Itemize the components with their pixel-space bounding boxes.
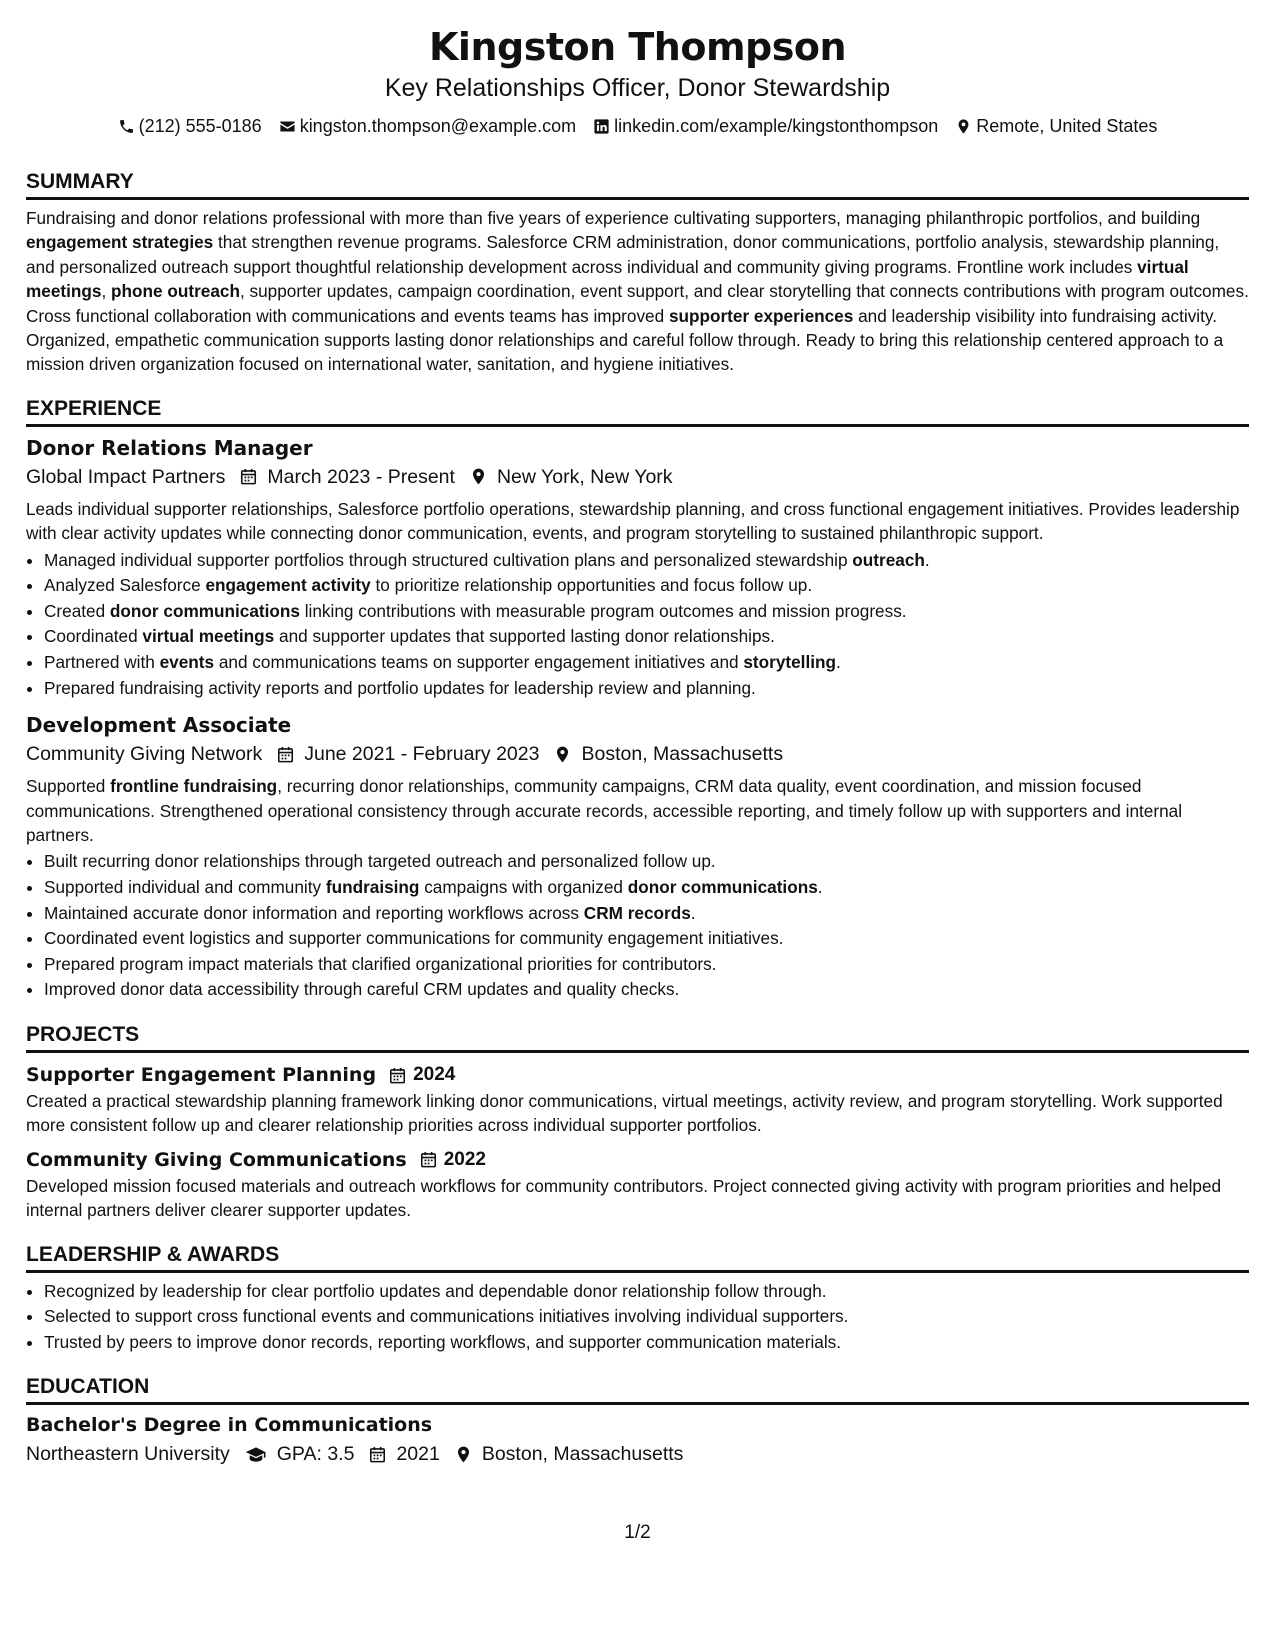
- emphasis-text: virtual meetings: [142, 626, 275, 647]
- project-header: [26, 1061, 1249, 1089]
- list-item: [44, 901, 1249, 927]
- list-item: • Selected to support cross functional events and communications initiatives involving individual supporters.: [44, 1304, 1249, 1330]
- job-title: Donor Relations Manager: [26, 435, 313, 460]
- text-segment: Coordinated: [44, 626, 143, 647]
- page-number: 1/2: [624, 1522, 651, 1543]
- list-item: [44, 977, 1249, 1003]
- project-date: [419, 1146, 486, 1174]
- job-location: [553, 739, 783, 769]
- list-item: [44, 599, 1249, 625]
- school: [26, 1439, 230, 1469]
- list-item: [44, 875, 1249, 901]
- summary-text: [26, 206, 1249, 377]
- contact-location: [955, 114, 1157, 138]
- text-segment: to prioritize relationship opportunities and focus follow up.: [370, 575, 813, 596]
- list-item: [44, 624, 1249, 650]
- text-segment: and supporter updates that supported lasting donor relationships.: [274, 626, 775, 647]
- email-text: kingston.thompson@example.com: [299, 116, 577, 136]
- linkedin-icon: [593, 118, 610, 135]
- emphasis-text: events: [159, 652, 215, 673]
- phone-text: (212) 555-0186: [138, 116, 262, 136]
- phone-icon: [118, 118, 135, 135]
- project-entry: [26, 1061, 1249, 1138]
- list-item: [44, 952, 1249, 978]
- list-item: [44, 676, 1249, 702]
- emphasis-text: engagement strategies: [26, 232, 214, 253]
- location-pin-icon: [454, 1445, 473, 1464]
- emphasis-text: donor communications: [109, 600, 300, 621]
- project-year: 2022: [443, 1148, 486, 1170]
- text-segment: .: [924, 549, 930, 570]
- resume-page: [26, 0, 1249, 1469]
- contact-linkedin[interactable]: [593, 114, 938, 138]
- location-text: Boston, Massachusetts: [581, 743, 784, 766]
- list-item: • Trusted by peers to improve donor records, reporting workflows, and supporter communication materials.: [44, 1330, 1249, 1356]
- job-entry: [26, 711, 1249, 1003]
- company-name: Community Giving Network: [26, 743, 263, 766]
- job-entry: [26, 434, 1249, 701]
- text-segment: that strengthen revenue programs. Salesforce CRM administration, donor communications, portfolio analysis, stewardship planning, and personalized outreach support thoughtful relationship development across individual and community giving programs. Frontline work includes: [26, 232, 1220, 277]
- education-heading: EDUCATION: [26, 1373, 1249, 1405]
- gpa: [244, 1439, 355, 1469]
- education-year: [368, 1439, 439, 1469]
- summary-heading: SUMMARY: [26, 168, 1249, 200]
- calendar-icon: [388, 1066, 407, 1085]
- location-pin-icon: [469, 467, 488, 486]
- school-name: Northeastern University: [26, 1443, 230, 1466]
- candidate-title: Key Relationships Officer, Donor Stewardship: [384, 74, 891, 102]
- job-meta: [26, 462, 1249, 492]
- text-segment: Leads individual supporter relationships, Salesforce portfolio operations, stewardship planning, and cross functional engagement initiatives. Provides leadership with clear activity updates while connecting donor communication, events, and program storytelling to sustained philanthropic support.: [26, 498, 1240, 544]
- project-name: Supporter Engagement Planning: [26, 1064, 377, 1086]
- emphasis-text: frontline fundraising: [110, 776, 278, 797]
- text-segment: campaigns with organized: [419, 877, 628, 898]
- text-segment: Supported individual and community: [44, 877, 326, 898]
- project-header: [26, 1146, 1249, 1174]
- text-segment: Coordinated event logistics and supporter communications for community engagement initiatives.: [44, 928, 784, 949]
- degree-name: Bachelor's Degree in Communications: [26, 1414, 433, 1437]
- text-segment: Managed individual supporter portfolios through structured cultivation plans and personalized stewardship: [44, 549, 853, 570]
- project-name: Community Giving Communications: [26, 1148, 407, 1171]
- education-degree-row: [26, 1411, 1249, 1439]
- candidate-name: Kingston Thompson: [428, 25, 847, 69]
- text-segment: .: [836, 652, 841, 673]
- list-item: [44, 849, 1249, 875]
- education-meta: [26, 1439, 1249, 1469]
- emphasis-text: virtual meetings: [26, 256, 1189, 302]
- contact-phone[interactable]: [118, 114, 262, 138]
- job-description: [26, 774, 1249, 847]
- contact-email[interactable]: [279, 114, 576, 138]
- project-description: Created a practical stewardship planning framework linking donor communications, virtual meetings, activity review, and program storytelling. Work supported more consistent follow up and clearer relationship priorities across individual supporter portfolios.: [26, 1091, 1223, 1136]
- text-segment: Created: [44, 600, 110, 621]
- project-date: [388, 1061, 455, 1089]
- calendar-icon: [276, 745, 295, 764]
- year-text: 2021: [396, 1443, 440, 1466]
- text-segment: .: [817, 877, 823, 898]
- job-dates: [239, 462, 455, 492]
- location-pin-icon: [955, 118, 972, 135]
- leadership-heading: LEADERSHIP & AWARDS: [26, 1241, 1249, 1273]
- text-segment: Improved donor data accessibility through careful CRM updates and quality checks.: [44, 979, 680, 1000]
- calendar-icon: [368, 1445, 387, 1464]
- job-description: [26, 497, 1249, 546]
- experience-heading: EXPERIENCE: [26, 395, 1249, 427]
- emphasis-text: phone outreach: [111, 281, 240, 302]
- list-item: [44, 548, 1249, 574]
- text-segment: Maintained accurate donor information and reporting workflows across: [44, 902, 584, 923]
- text-segment: linking contributions with measurable program outcomes and mission progress.: [299, 600, 907, 621]
- contact-bar: [26, 114, 1249, 138]
- date-range: March 2023 - Present: [267, 465, 455, 488]
- date-range: June 2021 - February 2023: [304, 743, 540, 766]
- location-text: Boston, Massachusetts: [481, 1443, 684, 1466]
- emphasis-text: outreach: [852, 549, 925, 570]
- list-item: [44, 650, 1249, 676]
- emphasis-text: CRM records: [583, 902, 691, 923]
- text-segment: , supporter updates, campaign coordination, event support, and clear storytelling that connects contributions with program outcomes. Cross functional collaboration with communications and events teams has improved: [26, 281, 1249, 326]
- location-pin-icon: [553, 745, 572, 764]
- text-segment: Prepared fundraising activity reports and portfolio updates for leadership review and planning.: [44, 677, 756, 698]
- location-text: New York, New York: [496, 465, 673, 488]
- text-segment: Supported: [26, 776, 111, 797]
- project-entry: [26, 1146, 1249, 1223]
- text-segment: ,: [101, 281, 112, 302]
- text-segment: Fundraising and donor relations professional with more than five years of experience cultivating supporters, managing philanthropic portfolios, and building: [26, 208, 1201, 228]
- job-location: [469, 462, 673, 492]
- envelope-icon: [279, 118, 296, 135]
- project-year: 2024: [413, 1064, 456, 1085]
- text-segment: and communications teams on supporter engagement initiatives and: [214, 652, 744, 673]
- leadership-bullets: [26, 1279, 1249, 1356]
- education-location: [454, 1439, 684, 1469]
- text-segment: Prepared program impact materials that clarified organizational priorities for contributors.: [44, 953, 717, 974]
- text-segment: .: [690, 902, 696, 923]
- job-bullets: [26, 849, 1249, 1003]
- list-item: [44, 926, 1249, 952]
- list-item: • Recognized by leadership for clear portfolio updates and dependable donor relationship follow through.: [44, 1279, 1249, 1305]
- job-title: Development Associate: [26, 713, 292, 738]
- project-description: Developed mission focused materials and outreach workflows for community contributors. Project connected giving activity with program priorities and helped internal partners deliver clearer supporter updates.: [26, 1175, 1222, 1221]
- calendar-icon: [419, 1150, 438, 1169]
- job-dates: [276, 739, 539, 769]
- projects-heading: PROJECTS: [26, 1021, 1249, 1053]
- emphasis-text: fundraising: [325, 877, 420, 898]
- text-segment: Partnered with: [44, 652, 160, 673]
- emphasis-text: engagement activity: [205, 575, 371, 596]
- job-company: [26, 739, 262, 769]
- emphasis-text: donor communications: [627, 877, 818, 898]
- job-bullets: [26, 548, 1249, 702]
- text-segment: Built recurring donor relationships through targeted outreach and personalized follow up.: [44, 851, 716, 872]
- calendar-icon: [239, 467, 258, 486]
- graduation-cap-icon: [244, 1445, 268, 1464]
- text-segment: Analyzed Salesforce: [44, 575, 206, 596]
- list-item: [44, 573, 1249, 599]
- linkedin-text: linkedin.com/example/kingstonthompson: [614, 116, 939, 136]
- company-name: Global Impact Partners: [26, 465, 226, 488]
- job-meta: [26, 739, 1249, 769]
- gpa-text: GPA: 3.5: [276, 1443, 355, 1466]
- location-text: Remote, United States: [976, 116, 1158, 136]
- emphasis-text: storytelling: [743, 652, 837, 673]
- text-segment: and leadership visibility into fundraising activity. Organized, empathetic communication supports lasting donor relationships and careful follow through. Ready to bring this relationship centered approach to a mission driven organization focused on international water, sanitation, and hygiene initiatives.: [26, 305, 1224, 375]
- job-company: [26, 462, 225, 492]
- text-segment: , recurring donor relationships, community campaigns, CRM data quality, event coordination, and mission focused communications. Strengthened operational consistency through accurate records, accessible reporting, and timely follow up with supporters and internal partners.: [26, 776, 1183, 846]
- emphasis-text: supporter experiences: [668, 305, 854, 326]
